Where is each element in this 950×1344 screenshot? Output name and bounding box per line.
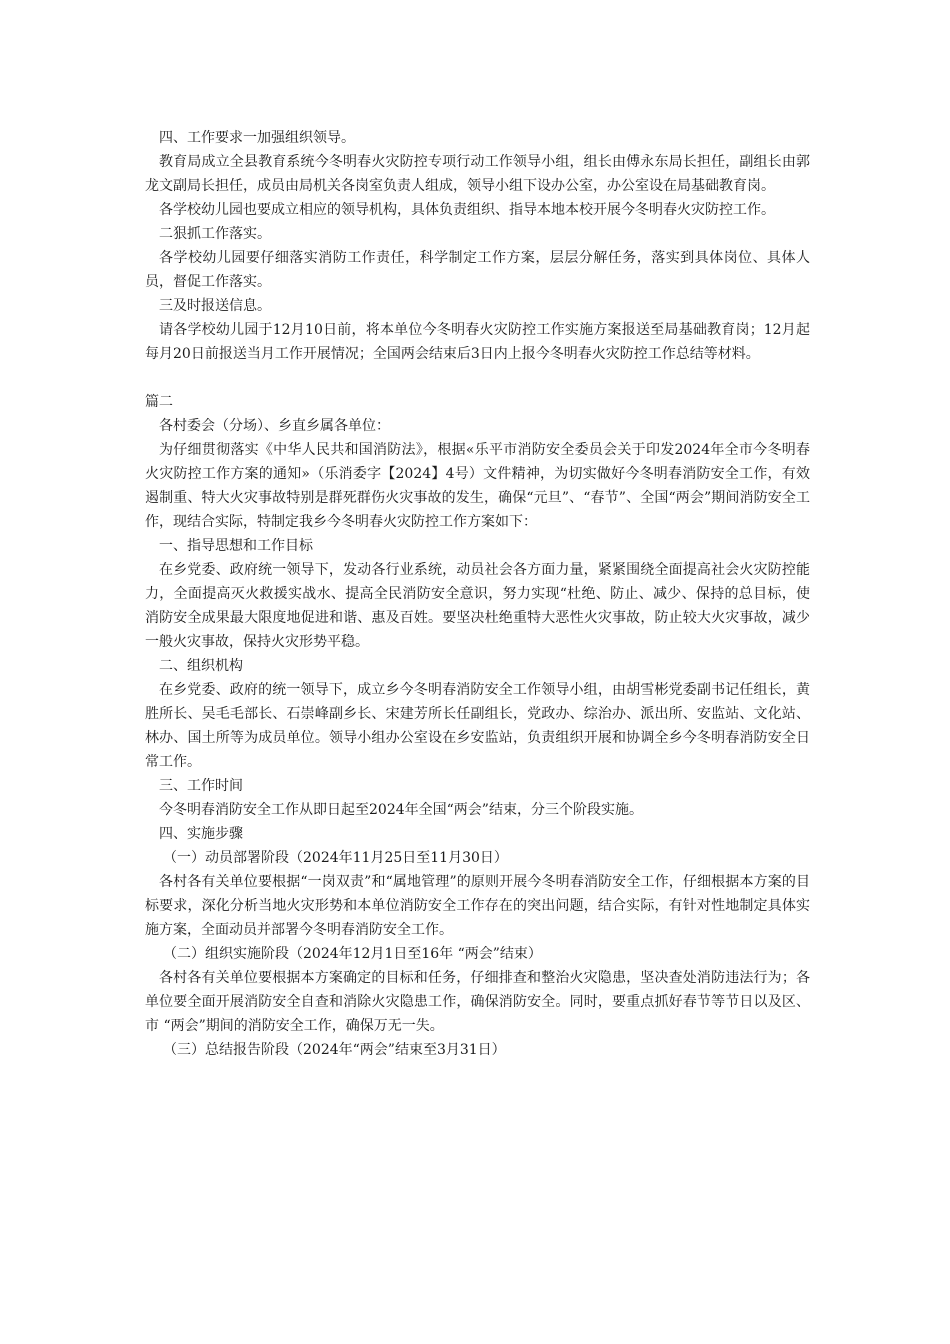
- paragraph: 在乡党委、政府统一领导下，发动各行业系统，动员社会各方面力量，紧紧围绕全面提高社会火灾防控能力，全面提高灭火救援实战水、提高全民消防安全意识，努力实现“杜绝、防止、减少、保持的总目标，使消防安全成果最大限度地促进和谐、惠及百姓。要坚决杜绝重特大恶性火灾事故，防止较大火灾事故，减少一般火灾事故，保持火灾形势平稳。: [145, 562, 810, 650]
- salutation: 各村委会（分场）、乡直乡属各单位：: [159, 418, 390, 434]
- subsection-heading: （三）总结报告阶段（2024年“两会”结束至3月31日）: [163, 1042, 506, 1058]
- section-heading: 二狠抓工作落实。: [159, 226, 271, 242]
- part-title: 篇二: [145, 394, 173, 410]
- subsection-heading: （一）动员部署阶段（2024年11月25日至11月30日）: [163, 850, 508, 866]
- section-heading: 四、实施步骤: [159, 826, 243, 842]
- section-heading: 二、组织机构: [159, 658, 243, 674]
- paragraph: 各村各有关单位要根据本方案确定的目标和任务，仔细排查和整治火灾隐患，坚决查处消防违法行为；各单位要全面开展消防安全自查和消除火灾隐患工作，确保消防安全。同时，要重点抓好春节等节日以及区、市 “两会”期间的消防安全工作，确保万无一失。: [145, 970, 810, 1034]
- section-heading: 三及时报送信息。: [159, 298, 271, 314]
- subsection-heading: （二）组织实施阶段（2024年12月1日至16年 “两会”结束）: [163, 946, 542, 962]
- paragraph: 在乡党委、政府的统一领导下，成立乡今冬明春消防安全工作领导小组，由胡雪彬党委副书记任组长，黄胜所长、吴毛毛部长、石崇峰副乡长、宋建芳所长任副组长，党政办、综治办、派出所、安监站、文化站、林办、国土所等为成员单位。领导小组办公室设在乡安监站，负责组织开展和协调全乡今冬明春消防安全日常工作。: [145, 682, 810, 770]
- spacer: [145, 366, 810, 390]
- paragraph: 为仔细贯彻落实《中华人民共和国消防法》，根据«乐平市消防安全委员会关于印发2024年全市今冬明春火灾防控工作方案的通知»（乐消委字【2024】4号）文件精神，为切实做好今冬明春消防安全工作，有效遏制重、特大火灾事故特别是群死群伤火灾事故的发生，确保“元旦”、“春节”、全国“两会”期间消防安全工作，现结合实际，特制定我乡今冬明春火灾防控工作方案如下：: [145, 442, 810, 530]
- document-body: [145, 126, 810, 1062]
- paragraph: 各学校幼儿园也要成立相应的领导机构，具体负责组织、指导本地本校开展今冬明春火灾防控工作。: [159, 202, 775, 218]
- paragraph: 今冬明春消防安全工作从即日起至2024年全国“两会”结束，分三个阶段实施。: [159, 802, 643, 818]
- paragraph: 各学校幼儿园要仔细落实消防工作责任，科学制定工作方案，层层分解任务，落实到具体岗位、具体人员，督促工作落实。: [145, 250, 810, 290]
- paragraph: 各村各有关单位要根据“一岗双责”和“属地管理”的原则开展今冬明春消防安全工作，仔细根据本方案的目标要求，深化分析当地火灾形势和本单位消防安全工作存在的突出问题，结合实际，有针对性地制定具体实施方案，全面动员并部署今冬明春消防安全工作。: [145, 874, 810, 938]
- section-heading: 一、指导思想和工作目标: [159, 538, 313, 554]
- section-heading: 四、工作要求一加强组织领导。: [159, 130, 355, 146]
- paragraph: 教育局成立全县教育系统今冬明春火灾防控专项行动工作领导小组，组长由傅永东局长担任，副组长由郭龙文副局长担任，成员由局机关各岗室负责人组成，领导小组下设办公室，办公室设在局基础教育岗。: [145, 154, 810, 194]
- section-heading: 三、工作时间: [159, 778, 243, 794]
- paragraph: 请各学校幼儿园于12月10日前，将本单位今冬明春火灾防控工作实施方案报送至局基础教育岗；12月起每月20日前报送当月工作开展情况；全国两会结束后3日内上报今冬明春火灾防控工作总结等材料。: [145, 322, 810, 362]
